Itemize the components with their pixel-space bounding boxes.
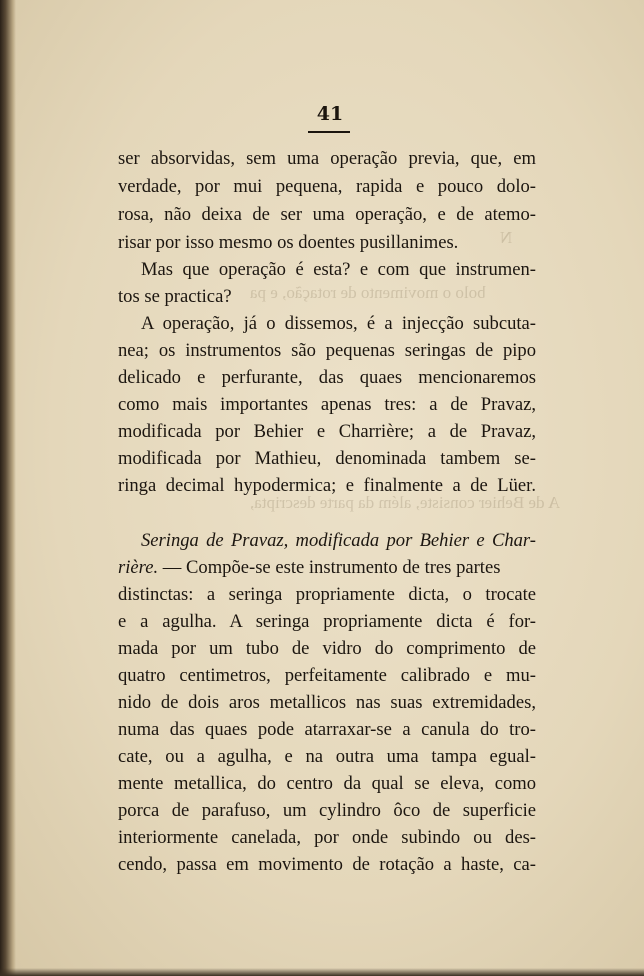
bleed-through-mark: N [500,228,513,247]
text-line: tos se practica? [118,286,232,307]
section-heading: Seringa de Pravaz, modificada por Behier e Char- [141,530,536,551]
bleed-through-mark: A de Behier consiste, além da parte descripta, [250,493,561,512]
text-line: risar por isso mesmo os doentes pusillanimes. [118,232,459,253]
text-line: numa das quaes pode atarraxar-se a canula do tro- [118,719,536,740]
book-gutter-shadow [0,0,16,976]
text-line: A operação, já o dissemos, é a injecção subcuta- [141,313,536,334]
text-line: interiormente canelada, por onde subindo ou des- [118,827,536,848]
text-line: nea; os instrumentos são pequenas seringas de pipo [118,340,536,361]
text-line: delicado e perfurante, das quaes mencionaremos [118,367,536,388]
text-line: ser absorvidas, sem uma operação previa, que, em [118,148,536,169]
text-line: e a agulha. A seringa propriamente dicta é for- [118,611,536,632]
text-line: modificada por Behier e Charrière; a de Pravaz, [118,421,536,442]
text-line: quatro centimetros, perfeitamente calibrado e mu- [118,665,536,686]
page-number-rule [308,131,350,133]
text-line: rosa, não deixa de ser uma operação, e de atemo- [118,204,536,225]
text-line: nido de dois aros metallicos nas suas extremidades, [118,692,536,713]
bleed-through-mark: bolo o movimento de rotação, e pa [250,283,486,302]
text-line: porca de parafuso, um cylindro ôco de superficie [118,800,536,821]
page-number: 41 [316,103,344,125]
text-line [118,557,536,579]
section-intro: — Compõe-se este instrumento de tres partes [158,557,501,578]
section-heading-end: rière. [118,557,159,578]
text-line: cate, ou a agulha, e na outra uma tampa egual- [118,746,536,767]
text-line: mente metallica, do centro da qual se eleva, como [118,773,536,794]
text-line: mada por um tubo de vidro do comprimento de [118,638,536,659]
text-line: modificada por Mathieu, denominada tambem se- [118,448,536,469]
text-line: cendo, passa em movimento de rotação a haste, ca- [118,854,536,875]
text-line: como mais importantes apenas tres: a de Pravaz, [118,394,536,415]
text-line: verdade, por mui pequena, rapida e pouco dolo- [118,176,536,197]
text-line: ringa decimal hypodermica; e finalmente a de Lüer. [118,475,536,496]
text-line: distinctas: a seringa propriamente dicta, o trocate [118,584,536,605]
page-bottom-edge [0,968,644,976]
text-line: Mas que operação é esta? e com que instrumen- [141,259,536,280]
